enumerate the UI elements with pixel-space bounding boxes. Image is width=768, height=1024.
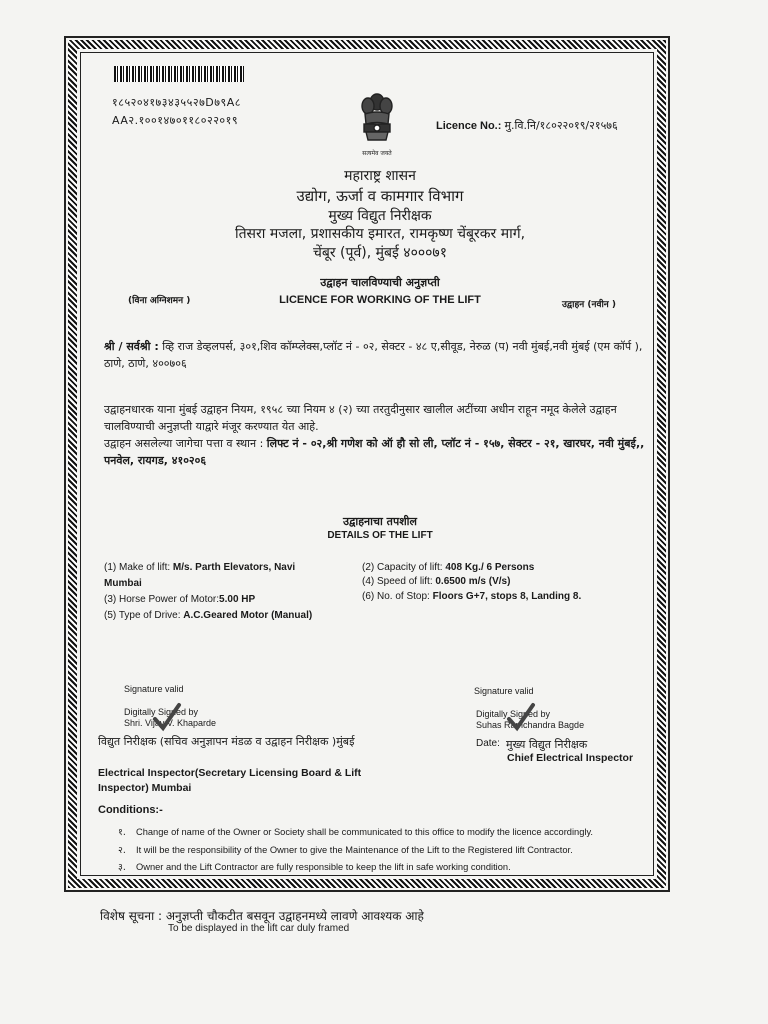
spec-drive-label: (5) Type of Drive: <box>104 610 181 621</box>
licence-right-note: उद्वाहन (नवीन ) <box>562 300 617 310</box>
reference-number-2: AA२.१००१४७०११८०२२०१९ <box>112 114 239 127</box>
left-signer-name: Shri. Vijay V. Khaparde <box>124 718 217 728</box>
right-designation-english: Chief Electrical Inspector <box>507 752 634 764</box>
right-designation-marathi: मुख्य विद्युत निरीक्षक <box>506 738 588 751</box>
spec-stops-label: (6) No. of Stop: <box>362 591 430 602</box>
spec-capacity-value: 408 Kg./ 6 Persons <box>445 562 535 573</box>
details-title-marathi: उद्वाहनाचा तपशील <box>343 515 417 528</box>
spec-capacity-label: (2) Capacity of lift: <box>362 562 443 573</box>
condition-text: It will be the responsibility of the Owner to give the Maintenance of the Lift to the Registered lift Contractor. <box>136 845 573 855</box>
footer-note-english: To be displayed in the lift car duly framed <box>168 923 350 934</box>
right-signature-valid: Signature valid <box>474 686 534 696</box>
owner-details <box>104 338 660 372</box>
condition-number: ३. <box>118 862 126 873</box>
details-title-english: DETAILS OF THE LIFT <box>327 530 433 541</box>
owner-label: श्री / सर्वश्री : <box>104 340 159 353</box>
condition-item <box>118 825 593 838</box>
condition-intro: उद्वाहनधारक याना मुंबई उद्वाहन नियम, १९५८ च्या नियम ४ (२) च्या तरतुदीनुसार खालील अटींच्या अधीन राहून नमूद केलेले उद्वाहन चालविण्याची अनुज्ञप्ती याद्वारे मंजूर करण्यात येत आहे. <box>104 403 617 433</box>
emblem-motto: सत्यमेव जयते <box>362 150 392 157</box>
barcode <box>114 66 244 82</box>
condition-text: Change of name of the Owner or Society shall be communicated to this office to modify the licence accordingly. <box>136 827 593 837</box>
spec-drive <box>104 608 312 624</box>
licence-title-english: LICENCE FOR WORKING OF THE LIFT <box>279 294 481 306</box>
spec-horse-power <box>104 592 255 608</box>
left-signature-check-icon <box>152 702 182 732</box>
right-signature-check-icon <box>506 702 536 732</box>
condition-item <box>118 843 573 856</box>
licence-number-value: मु.वि.नि/१८०२२०१९/२१५७६ <box>504 119 618 132</box>
state-emblem-icon <box>357 88 397 146</box>
spec-speed-value: 0.6500 m/s (V/s) <box>435 576 511 587</box>
left-designation-marathi: विद्युत निरीक्षक (सचिव अनुज्ञापन मंडळ व उद्वाहन निरीक्षक )मुंबई <box>98 735 355 748</box>
lift-address <box>104 435 660 469</box>
spec-hp-value: 5.00 HP <box>219 594 256 605</box>
left-signature-valid: Signature valid <box>124 684 184 694</box>
right-signer-name: Suhas Ramchandra Bagde <box>476 720 585 730</box>
spec-speed <box>362 574 510 590</box>
owner-text: व्हि राज डेव्हलपर्स, ३०१,शिव कॉम्प्लेक्स,प्लॉट नं - ०२, सेक्टर - ४८ ए,सीवूड, नेरुळ (प) नवी मुंबई,नवी मुंबई (एम कॉर्प ), ठाणे, ठाणे, ४००७०६ <box>104 340 643 370</box>
left-signed-by: Digitally Signed by <box>124 707 199 717</box>
right-date-label: Date: <box>476 738 500 749</box>
spec-make-value: M/s. Parth Elevators, Navi <box>172 562 296 573</box>
office-line-5: चेंबूर (पूर्व), मुंबई ४०००७१ <box>313 245 447 261</box>
spec-stops <box>362 589 581 605</box>
condition-number: १. <box>118 827 126 838</box>
office-line-1: महाराष्ट्र शासन <box>344 168 416 184</box>
licence-number-label: Licence No.: <box>436 120 502 132</box>
office-line-2: उद्योग, ऊर्जा व कामगार विभाग <box>296 187 464 205</box>
licence-left-note: (विना अग्निशमन ) <box>128 296 191 306</box>
licence-number <box>436 118 618 133</box>
address-value: लिफ्ट नं - ०२,श्री गणेश को ऑ हौ सो ली, प्लॉट नं - १५७, सेक्टर - २१, खारघर, नवी मुंबई,, पनवेल, रायगड, ४१०२०६ <box>104 437 645 467</box>
condition-text: Owner and the Lift Contractor are fully responsible to keep the lift in safe working condition. <box>136 862 511 872</box>
condition-item <box>118 860 511 873</box>
office-line-4: तिसरा मजला, प्रशासकीय इमारत, रामकृष्ण चेंबूरकर मार्ग, <box>234 226 526 242</box>
reference-number-1: १८५२०४१७३४३५५२७D७९A८ <box>112 96 241 109</box>
condition-number: २. <box>118 845 126 856</box>
spec-speed-label: (4) Speed of lift: <box>362 576 433 587</box>
spec-make-label: (1) Make of lift: <box>104 562 171 573</box>
conditions-title: Conditions:- <box>98 804 163 816</box>
right-signed-by: Digitally Signed by <box>476 709 551 719</box>
footer-note-marathi: विशेष सूचना : अनुज्ञप्ती चौकटीत बसवून उद्वाहनमध्ये लावणे आवश्यक आहे <box>100 909 424 923</box>
spec-drive-value: A.C.Geared Motor (Manual) <box>183 610 313 621</box>
licence-title-marathi: उद्वाहन चालविण्याची अनुज्ञप्ती <box>320 276 440 289</box>
address-label: उद्वाहन असलेल्या जागेचा पत्ता व स्थान : <box>104 437 264 450</box>
spec-hp-label: (3) Horse Power of Motor: <box>104 594 220 605</box>
spec-stops-value: Floors G+7, stops 8, Landing 8. <box>432 591 582 602</box>
left-designation-english: Electrical Inspector(Secretary Licensing Board & Lift Inspector) Mumbai <box>98 767 362 794</box>
office-line-3: मुख्य विद्युत निरीक्षक <box>328 208 432 224</box>
spec-make-value-2: Mumbai <box>104 578 142 589</box>
spec-make <box>104 560 295 592</box>
